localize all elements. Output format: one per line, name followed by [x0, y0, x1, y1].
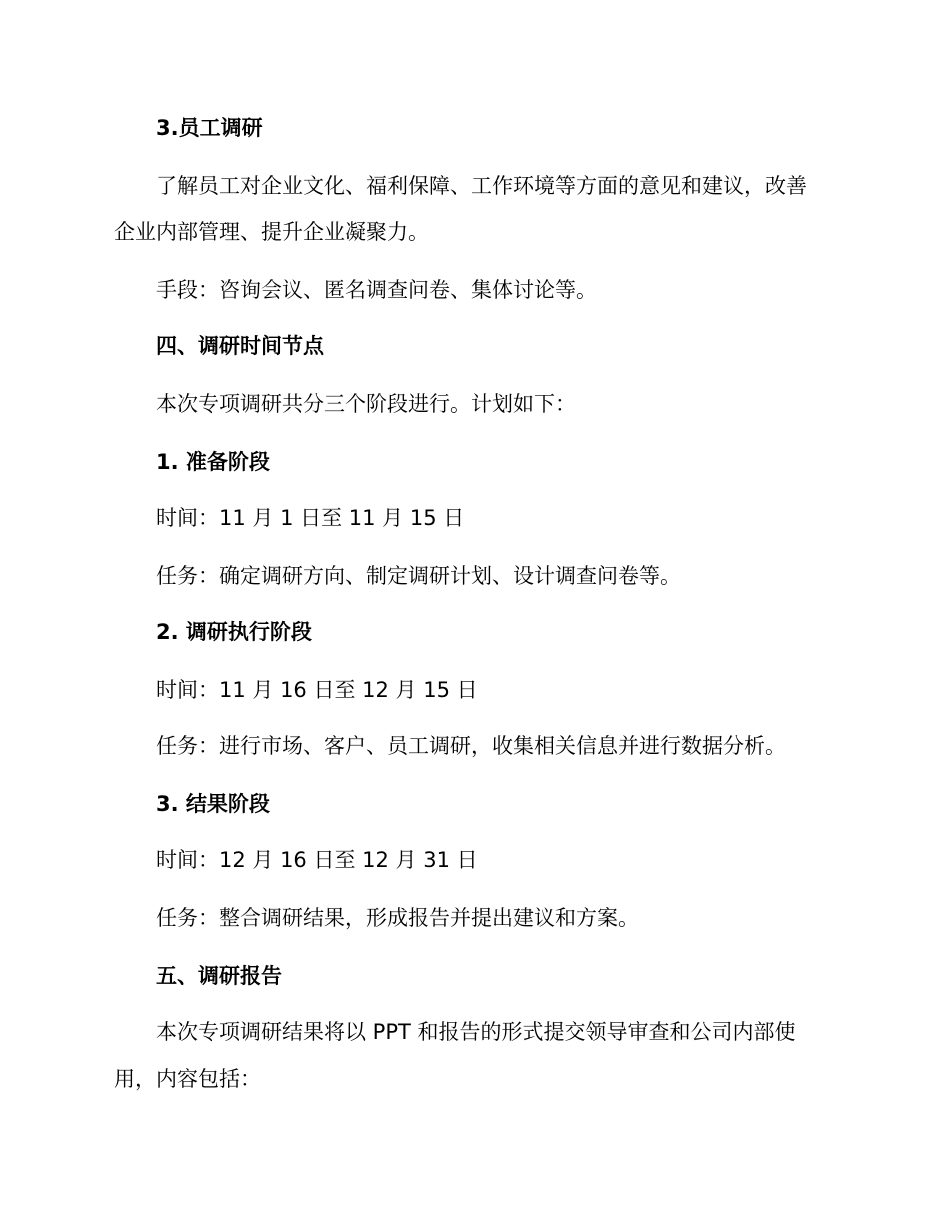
phase-task: 任务：确定调研方向、制定调研计划、设计调查问卷等。 [156, 564, 681, 588]
paragraph-line: 用，内容包括： [114, 1067, 261, 1091]
paragraph-means: 手段：咨询会议、匿名调查问卷、集体讨论等。 [156, 278, 597, 302]
phase-task: 任务：整合调研结果，形成报告并提出建议和方案。 [156, 906, 639, 930]
phase-task: 任务：进行市场、客户、员工调研，收集相关信息并进行数据分析。 [156, 734, 786, 758]
phase-heading-preparation: 1. 准备阶段 [156, 450, 270, 474]
paragraph-line: 本次专项调研结果将以 PPT 和报告的形式提交领导审查和公司内部使 [156, 1020, 796, 1044]
phase-heading-execution: 2. 调研执行阶段 [156, 620, 312, 644]
section-heading-employee-survey: 3.员工调研 [156, 116, 263, 140]
paragraph-line: 企业内部管理、提升企业凝聚力。 [114, 220, 429, 244]
phase-time: 时间：11 月 1 日至 11 月 15 日 [156, 506, 465, 530]
phase-heading-results: 3. 结果阶段 [156, 792, 270, 816]
section-heading-report: 五、调研报告 [156, 964, 282, 988]
section-heading-timeline: 四、调研时间节点 [156, 334, 324, 358]
phase-time: 时间：11 月 16 日至 12 月 15 日 [156, 678, 478, 702]
paragraph-intro: 本次专项调研共分三个阶段进行。计划如下： [156, 392, 576, 416]
paragraph-line: 了解员工对企业文化、福利保障、工作环境等方面的意见和建议，改善 [156, 174, 807, 198]
phase-time: 时间：12 月 16 日至 12 月 31 日 [156, 848, 478, 872]
